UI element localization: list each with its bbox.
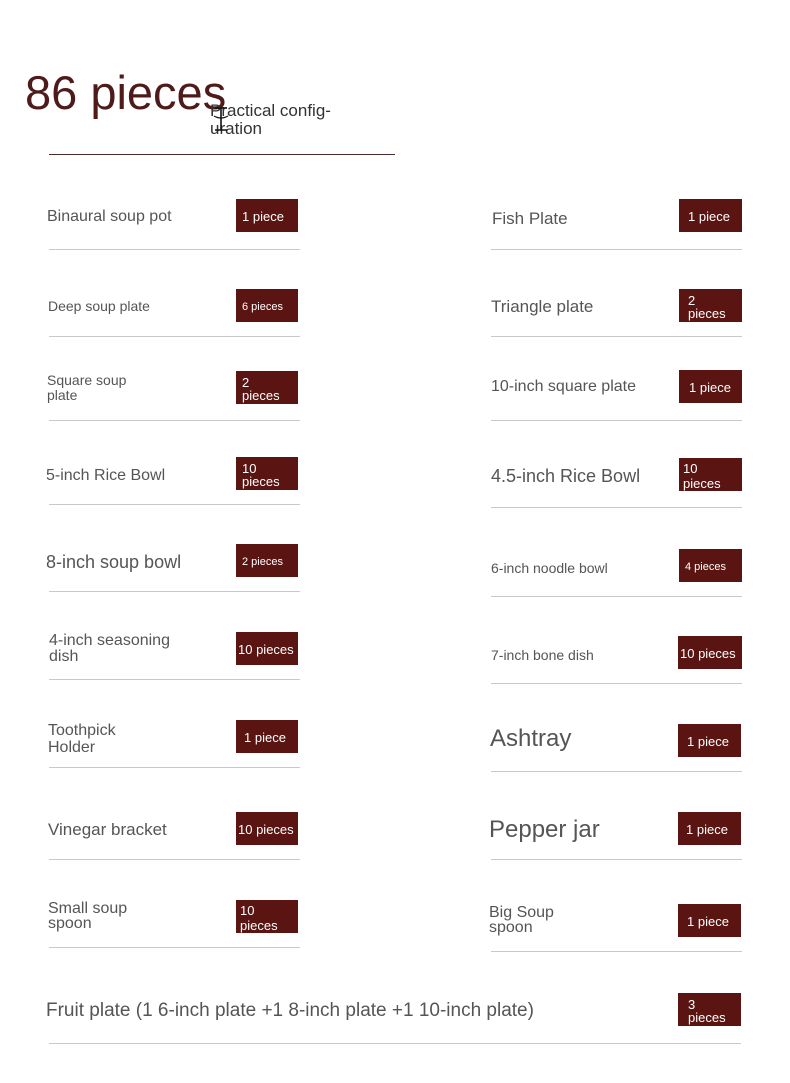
row-divider [491, 249, 742, 250]
count-badge: 10 pieces [679, 458, 742, 491]
row-divider [491, 596, 742, 597]
row-divider [49, 420, 300, 421]
count-badge: 2 pieces [236, 371, 298, 404]
count-badge: 1 piece [236, 199, 298, 232]
item-name: Triangle plate [491, 297, 594, 316]
item-name: Binaural soup pot [47, 208, 172, 225]
count-badge: 10 pieces [236, 457, 298, 490]
item-name: Square soup plate [47, 372, 127, 403]
row-divider [491, 683, 742, 684]
item-name: 8-inch soup bowl [46, 552, 182, 572]
item-name: 5-inch Rice Bowl [46, 467, 166, 484]
row-divider [49, 504, 300, 505]
count-badge: 10 pieces [678, 636, 742, 669]
count-badge: 10 pieces [236, 900, 298, 933]
row-divider [491, 507, 742, 508]
row-divider [491, 336, 742, 337]
count-badge: 1 piece [236, 720, 298, 753]
item-name: Pepper jar [489, 816, 600, 843]
count-badge: 10 pieces [236, 632, 298, 665]
count-badge: 6 pieces [236, 289, 298, 322]
item-name: Fish Plate [492, 209, 568, 228]
count-badge: 2 pieces [236, 544, 298, 577]
item-name: 6-inch noodle bowl [491, 560, 608, 576]
page-subtitle: Practical config-uration [210, 101, 331, 138]
item-name: Toothpick Holder [48, 722, 116, 756]
row-divider [49, 679, 300, 680]
row-divider [491, 771, 742, 772]
item-name: Fruit plate (1 6-inch plate +1 8-inch plate +1 10-inch plate) [46, 1000, 534, 1021]
count-badge: 1 piece [679, 199, 742, 232]
row-divider [49, 336, 300, 337]
count-badge: 4 pieces [679, 549, 742, 582]
count-badge: 1 piece [678, 812, 741, 845]
row-divider [49, 859, 300, 860]
count-badge: 10 pieces [236, 812, 298, 845]
text-cursor-icon [211, 106, 231, 132]
item-name: 10-inch square plate [491, 378, 636, 395]
count-badge: 2 pieces [679, 289, 742, 322]
row-divider [49, 249, 300, 250]
count-badge: 1 piece [679, 370, 742, 403]
row-divider [49, 1043, 741, 1044]
row-divider [491, 420, 742, 421]
item-name: Small soup spoon [48, 900, 128, 932]
title-divider [49, 154, 395, 155]
item-name: Ashtray [490, 725, 572, 752]
count-badge: 1 piece [678, 724, 741, 757]
page-title: 86 pieces [25, 66, 227, 119]
row-divider [49, 767, 300, 768]
item-name: 4-inch seasoning dish [49, 632, 170, 665]
row-divider [491, 859, 742, 860]
count-badge: 1 piece [678, 904, 741, 937]
item-name: 7-inch bone dish [491, 647, 594, 663]
item-name: Deep soup plate [48, 298, 150, 314]
row-divider [49, 591, 300, 592]
item-name: Big Soup spoon [489, 904, 554, 936]
item-name: 4.5-inch Rice Bowl [491, 466, 641, 486]
row-divider [491, 951, 742, 952]
row-divider [49, 947, 300, 948]
count-badge: 3 pieces [678, 993, 741, 1026]
item-name: Vinegar bracket [48, 820, 167, 839]
